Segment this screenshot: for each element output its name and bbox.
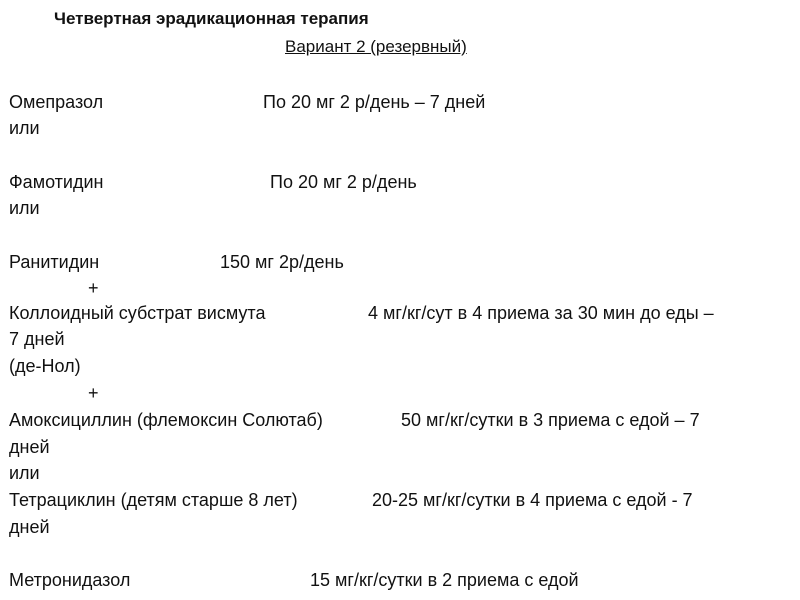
connector-or-3: или — [9, 463, 40, 483]
dose-tetracycline-cont: дней — [9, 517, 50, 537]
dose-bismuth-cont: 7 дней — [9, 329, 65, 349]
slide-subtitle: Вариант 2 (резервный) — [285, 37, 467, 56]
drug-bismuth: Коллоидный субстрат висмута — [9, 303, 266, 323]
drug-bismuth-alias: (де-Нол) — [9, 356, 81, 376]
dose-famotidine: По 20 мг 2 р/день — [270, 172, 417, 192]
drug-amoxicillin: Амоксициллин (флемоксин Солютаб) — [9, 410, 323, 430]
dose-metronidazole: 15 мг/кг/сутки в 2 приема с едой — [310, 570, 579, 590]
dose-amoxicillin: 50 мг/кг/сутки в 3 приема с едой – 7 — [401, 410, 700, 430]
drug-tetracycline: Тетрациклин (детям старше 8 лет) — [9, 490, 298, 510]
plus-sign-1: + — [88, 278, 99, 298]
dose-amoxicillin-cont: дней — [9, 437, 50, 457]
dose-bismuth: 4 мг/кг/сут в 4 приема за 30 мин до еды – — [368, 303, 714, 323]
dose-ranitidine: 150 мг 2р/день — [220, 252, 344, 272]
drug-omeprazole: Омепразол — [9, 92, 104, 112]
plus-sign-2: + — [88, 383, 99, 403]
connector-or-1: или — [9, 118, 40, 138]
dose-tetracycline: 20-25 мг/кг/сутки в 4 приема с едой - 7 — [372, 490, 693, 510]
drug-famotidine: Фамотидин — [9, 172, 104, 192]
drug-metronidazole: Метронидазол — [9, 570, 131, 590]
slide-title: Четвертная эрадикационная терапия — [54, 9, 369, 28]
drug-ranitidine: Ранитидин — [9, 252, 100, 272]
connector-or-2: или — [9, 198, 40, 218]
dose-omeprazole: По 20 мг 2 р/день – 7 дней — [263, 92, 486, 112]
